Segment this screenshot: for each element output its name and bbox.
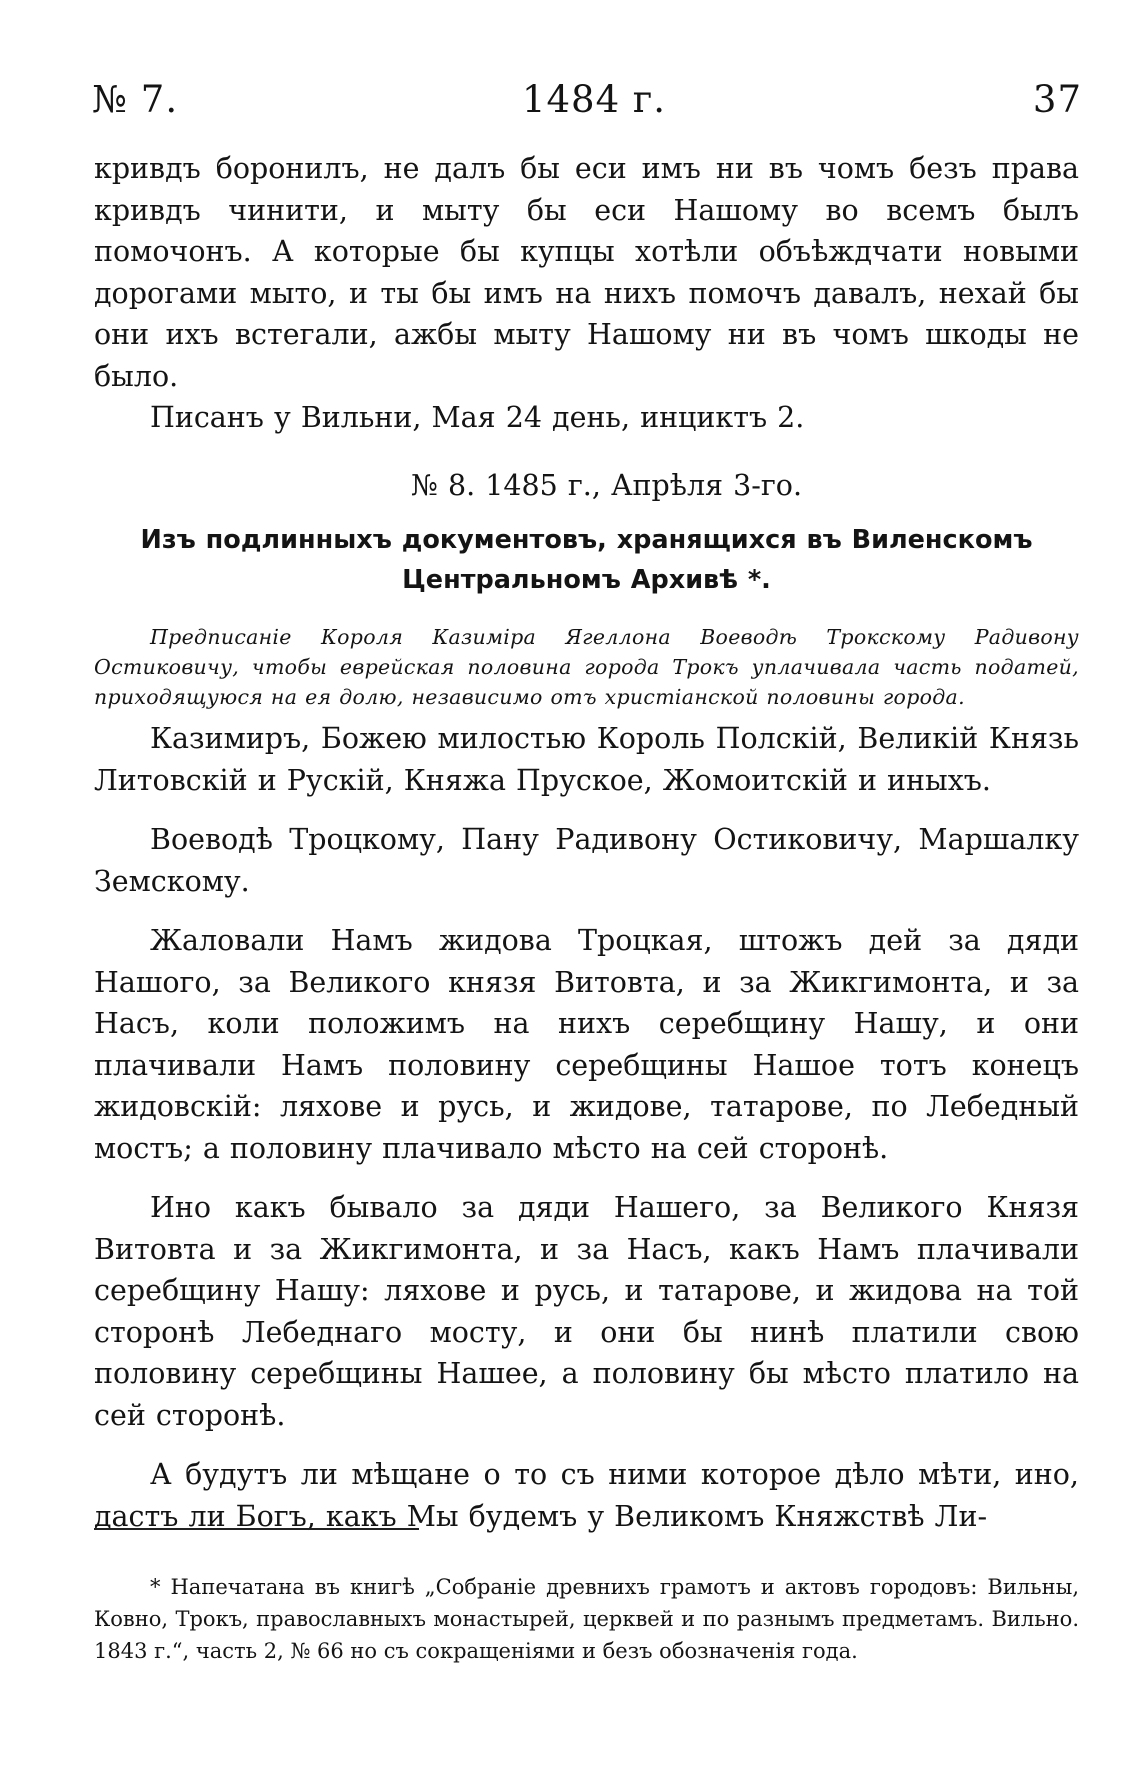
running-header bbox=[92, 78, 1082, 128]
document-heading: № 8. 1485 г., Апрѣля 3-го. bbox=[410, 468, 803, 502]
document-number-header: № 7. bbox=[92, 78, 179, 121]
paragraph-order: Ино какъ бывало за дяди Нашего, за Великого Князя Витовта и за Жикгимонта, и за Насъ, какъ Намъ плачивали серебщину Нашу: ляхове и русь, и татарове, и жидова на той сторонѣ Лебеднаго мосту, и они бы нинѣ платили свою половину серебщины Нашее, а половину бы мѣсто платило на сей сторонѣ. bbox=[94, 1191, 1079, 1432]
page-number: 37 bbox=[1032, 78, 1082, 121]
page-body bbox=[94, 148, 1079, 1537]
document-summary: Предписаніе Короля Казиміра Ягеллона Воеводѣ Трокскому Радивону Остиковичу, чтобы еврейская половина города Трокъ уплачивала часть податей, приходящуюся на ея долю, независимо отъ христіанской половины города. bbox=[94, 625, 1079, 709]
paragraph-continuation: А будутъ ли мѣщане о то съ ними которое дѣло мѣти, ино, дастъ ли Богъ, какъ Мы будемъ у Великомъ Княжствѣ Ли- bbox=[94, 1458, 1079, 1533]
dated-line: Писанъ у Вильни, Мая 24 день, инциктъ 2. bbox=[150, 401, 805, 434]
year-header: 1484 г. bbox=[521, 78, 667, 121]
source-title: Изъ подлинныхъ документовъ, хранящихся въ Виленскомъ Центральномъ Архивѣ *. bbox=[140, 525, 1033, 595]
paragraph-complaint: Жаловали Намъ жидова Троцкая, штожъ дей за дяди Нашого, за Великого князя Витовта, и за Жикгимонта, и за Насъ, коли положимъ на нихъ серебщину Нашу, и они плачивали Намъ половину серебщины Нашое тотъ конецъ жидовскій: ляхове и русь, и жидове, татарове, по Лебедный мостъ; а половину плачивало мѣсто на сей сторонѣ. bbox=[94, 924, 1079, 1165]
continuation-paragraph: кривдъ боронилъ, не далъ бы еси имъ ни въ чомъ безъ права кривдъ чинити, и мыту бы еси Нашому во всемъ былъ помочонъ. А которые бы купцы хотѣли объѣждчати новыми дорогами мыто, и ты бы имъ на нихъ помочъ давалъ, нехай бы они ихъ встегали, ажбы мыту Нашому ни въ чомъ шкоды не было. bbox=[94, 152, 1079, 393]
footnote-divider bbox=[94, 1528, 419, 1530]
paragraph-salutation: Казимиръ, Божею милостью Король Полскій, Великій Князь Литовскій и Рускій, Княжа Пруское, Жомоитскій и иныхъ. bbox=[94, 722, 1079, 797]
footnote: * Напечатана въ книгѣ „Собраніе древнихъ грамотъ и актовъ городовъ: Вильны, Ковно, Трокъ, православныхъ монастырей, церквей и по разнымъ предметамъ. Вильно. 1843 г.“, часть 2, № 66 но съ сокращеніями и безъ обозначенія года. bbox=[94, 1575, 1079, 1663]
paragraph-addressee: Воеводѣ Троцкому, Пану Радивону Остиковичу, Маршалку Земскому. bbox=[94, 823, 1079, 898]
